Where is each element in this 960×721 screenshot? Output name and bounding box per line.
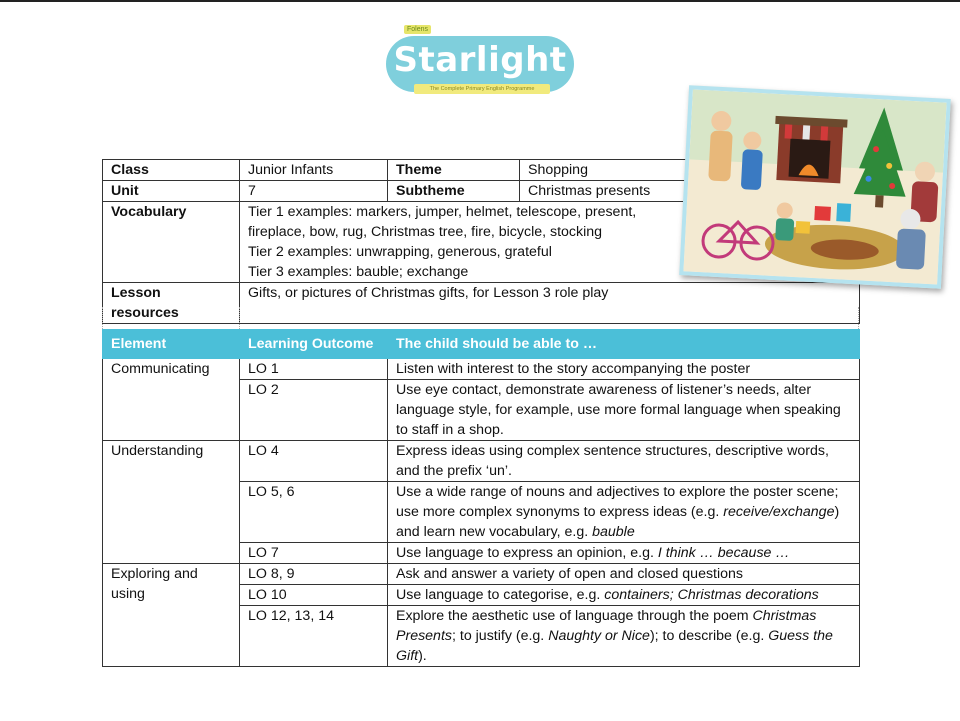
lo-code: LO 5, 6: [240, 482, 388, 543]
header-learning-outcome: Learning Outcome: [240, 330, 388, 359]
lo-code: LO 10: [240, 585, 388, 606]
lo-description: Express ideas using complex sentence structures, descriptive words, and the prefix ‘un’.: [388, 441, 860, 482]
lo-code: LO 8, 9: [240, 564, 388, 585]
header-element: Element: [103, 330, 240, 359]
theme-label: Theme: [388, 160, 520, 181]
lo-description: Explore the aesthetic use of language through the poem Christmas Presents; to justify (e.g. Naughty or Nice); to describe (e.g. Guess the Gift).: [388, 606, 860, 667]
class-label: Class: [103, 160, 240, 181]
lo-code: LO 4: [240, 441, 388, 482]
christmas-poster-image: [679, 85, 951, 288]
table-row: [103, 564, 860, 585]
element-understanding: Understanding: [103, 441, 240, 564]
logo-tagline: The Complete Primary English Programme: [414, 84, 550, 94]
table-row: [103, 441, 860, 482]
lo-code: LO 2: [240, 380, 388, 441]
lo-description: Ask and answer a variety of open and closed questions: [388, 564, 860, 585]
element-exploring-using: Exploring and using: [103, 564, 240, 667]
vocab-line: Tier 2 examples: unwrapping, generous, grateful: [248, 244, 552, 260]
lo-code: LO 1: [240, 359, 388, 380]
unit-label: Unit: [103, 181, 240, 202]
lo-code: LO 7: [240, 543, 388, 564]
class-value: Junior Infants: [240, 160, 388, 181]
vocab-line: Tier 3 examples: bauble; exchange: [248, 264, 469, 280]
subtheme-value: Christmas presents: [520, 181, 860, 202]
logo-wordmark: Starlight: [393, 40, 567, 80]
resources-label: Lesson resources: [103, 283, 240, 324]
top-rule: [0, 0, 960, 2]
resources-value: Gifts, or pictures of Christmas gifts, for Lesson 3 role play: [240, 283, 860, 324]
learning-outcomes-table: [102, 329, 860, 667]
element-communicating: Communicating: [103, 359, 240, 441]
vocab-line: Tier 1 examples: markers, jumper, helmet, telescope, present,: [248, 204, 637, 220]
vocab-line: fireplace, bow, rug, Christmas tree, fire, bicycle, stocking: [248, 224, 603, 240]
header-child-able: The child should be able to …: [388, 330, 860, 359]
lo-description: Use language to categorise, e.g. containers; Christmas decorations: [388, 585, 860, 606]
outcomes-header-row: [103, 330, 860, 359]
lo-description: Use eye contact, demonstrate awareness of listener’s needs, alter language style, for example, use more formal language when speaking to staff in a shop.: [388, 380, 860, 441]
lo-description: Use a wide range of nouns and adjectives to explore the poster scene; use more complex synonyms to express ideas (e.g. receive/exchange) and learn new vocabulary, e.g. bauble: [388, 482, 860, 543]
unit-value: 7: [240, 181, 388, 202]
logo-publisher-tag: Folens: [404, 25, 431, 34]
lo-description: Listen with interest to the story accompanying the poster: [388, 359, 860, 380]
lo-code: LO 12, 13, 14: [240, 606, 388, 667]
table-row: [103, 359, 860, 380]
theme-value: Shopping: [520, 160, 860, 181]
subtheme-label: Subtheme: [388, 181, 520, 202]
lo-description: Use language to express an opinion, e.g. I think … because …: [388, 543, 860, 564]
table-gap: [102, 307, 859, 329]
starlight-logo: [384, 24, 576, 100]
poster-scene: [683, 89, 946, 284]
vocabulary-label: Vocabulary: [103, 202, 240, 283]
